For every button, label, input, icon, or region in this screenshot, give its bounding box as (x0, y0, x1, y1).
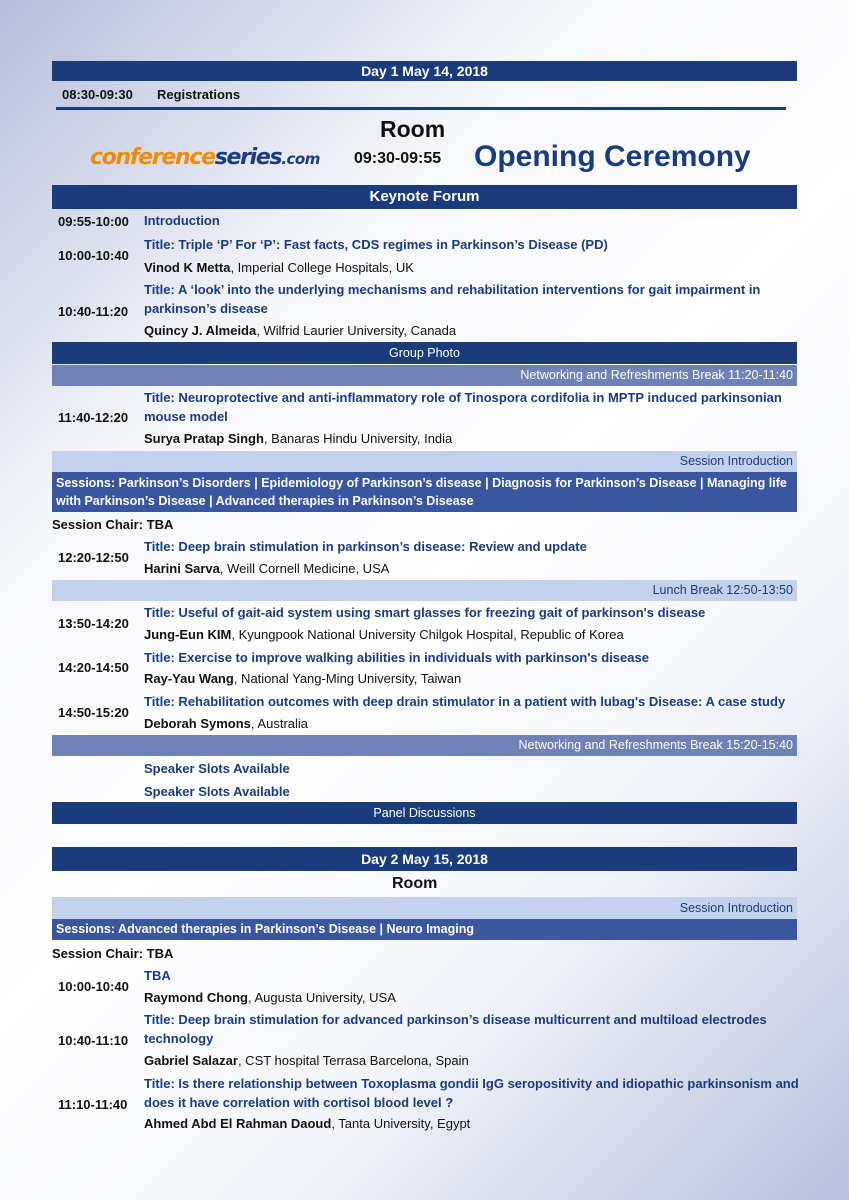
speaker-name: Surya Pratap Singh (144, 431, 264, 446)
speaker-affiliation: , Wilfrid Laurier University, Canada (256, 323, 457, 338)
session-introduction-bar: Session Introduction (52, 897, 797, 919)
talk-speaker (144, 561, 389, 576)
day2-header: Day 2 May 15, 2018 (52, 847, 797, 871)
talk-title: Title: Triple ‘P’ For ‘P’: Fast facts, CDS regimes in Parkinson’s Disease (PD) (144, 237, 608, 252)
lunch-break-bar: Lunch Break 12:50-13:50 (52, 580, 797, 601)
registration-label: Registrations (157, 87, 241, 102)
session-chair: Session Chair: TBA (52, 946, 174, 961)
talk-speaker (144, 323, 456, 338)
talk-time: 10:00-10:40 (58, 979, 129, 994)
speaker-affiliation: , CST hospital Terrasa Barcelona, Spain (237, 1053, 469, 1068)
sessions-bar (52, 472, 797, 512)
break-bar: Networking and Refreshments Break 11:20-11:40 (52, 365, 797, 386)
talk-speaker (144, 627, 624, 642)
talk-speaker (144, 1116, 470, 1131)
talk-title-line1: Title: Neuroprotective and anti-inflammatory role of Tinospora cordifolia in MPTP induced parkinsonian (144, 390, 782, 405)
session-introduction-bar: Session Introduction (52, 451, 797, 472)
talk-time: 14:50-15:20 (58, 705, 129, 720)
logo-part-conference: conference (90, 145, 215, 170)
conferenceseries-logo (90, 145, 320, 170)
intro-label: Introduction (144, 213, 220, 228)
talk-speaker (144, 671, 461, 686)
talk-title-line2: mouse model (144, 409, 228, 424)
talk-title-line1: Title: Is there relationship between Toxoplasma gondii IgG seropositivity and idiopathic parkinsonism and (144, 1076, 799, 1091)
talk-speaker (144, 1053, 469, 1068)
talk-title-line2: does it have correlation with cortisol blood level ? (144, 1095, 454, 1110)
group-photo-bar: Group Photo (52, 342, 797, 364)
talk-speaker (144, 431, 452, 446)
speaker-name: Raymond Chong (144, 990, 248, 1005)
speaker-affiliation: , Banaras Hindu University, India (263, 431, 453, 446)
divider-line (56, 107, 786, 110)
speaker-name: Ahmed Abd El Rahman Daoud (144, 1116, 332, 1131)
sessions-line1: Sessions: Parkinson’s Disorders | Epidemiology of Parkinson’s disease | Diagnosis for Parkinson’s Disease | Managing life (56, 476, 787, 490)
opening-time: 09:30-09:55 (354, 150, 442, 167)
talk-speaker (144, 260, 414, 275)
talk-title-line2: parkinson’s disease (144, 301, 268, 316)
speaker-name: Vinod K Metta (144, 260, 231, 275)
talk-time: 13:50-14:20 (58, 616, 129, 631)
talk-title: Title: Useful of gait-aid system using smart glasses for freezing gait of parkinson's disease (144, 605, 706, 620)
talk-time: 12:20-12:50 (58, 550, 129, 565)
speaker-affiliation: , Augusta University, USA (248, 990, 396, 1005)
talk-speaker (144, 716, 308, 731)
talk-title-line2: technology (144, 1031, 214, 1046)
session-chair: Session Chair: TBA (52, 517, 174, 532)
sessions-line2: with Parkinson’s Disease | Advanced therapies in Parkinson’s Disease (56, 494, 474, 508)
speaker-name: Jung-Eun KIM (144, 627, 232, 642)
logo-part-series: series (214, 145, 282, 170)
speaker-affiliation: , Imperial College Hospitals, UK (230, 260, 414, 275)
keynote-forum-header: Keynote Forum (52, 185, 797, 209)
speaker-name: Ray-Yau Wang (144, 671, 234, 686)
talk-title: TBA (144, 968, 171, 983)
sessions-bar: Sessions: Advanced therapies in Parkinson’s Disease | Neuro Imaging (52, 919, 797, 940)
speaker-slot: Speaker Slots Available (144, 784, 290, 799)
talk-title-line1: Title: A ‘look’ into the underlying mechanisms and rehabilitation interventions for gait impairment in (144, 282, 761, 297)
room-label: Room (380, 116, 446, 142)
talk-title: Title: Rehabilitation outcomes with deep drain stimulator in a patient with lubag's Disease: A case study (144, 694, 786, 709)
opening-title: Opening Ceremony (474, 140, 751, 173)
registration-time: 08:30-09:30 (62, 87, 133, 102)
talk-time: 10:40-11:20 (58, 304, 129, 319)
talk-time: 14:20-14:50 (58, 660, 129, 675)
logo-part-com: .com (281, 150, 320, 168)
talk-time: 11:10-11:40 (58, 1097, 128, 1112)
talk-title: Title: Exercise to improve walking abilities in individuals with parkinson's disease (144, 650, 649, 665)
day1-header: Day 1 May 14, 2018 (52, 61, 797, 81)
talk-title: Title: Deep brain stimulation in parkinson’s disease: Review and update (144, 539, 587, 554)
speaker-affiliation: , Australia (250, 716, 309, 731)
speaker-affiliation: , Weill Cornell Medicine, USA (219, 561, 390, 576)
talk-time: 11:40-12:20 (58, 410, 129, 425)
talk-time: 10:40-11:10 (58, 1033, 129, 1048)
speaker-slot: Speaker Slots Available (144, 761, 290, 776)
speaker-name: Gabriel Salazar (144, 1053, 238, 1068)
talk-speaker (144, 990, 396, 1005)
speaker-name: Quincy J. Almeida (144, 323, 257, 338)
speaker-name: Harini Sarva (144, 561, 220, 576)
break-bar: Networking and Refreshments Break 15:20-15:40 (52, 735, 797, 756)
speaker-affiliation: , Kyungpook National University Chilgok Hospital, Republic of Korea (231, 627, 624, 642)
speaker-name: Deborah Symons (144, 716, 251, 731)
talk-title-line1: Title: Deep brain stimulation for advanced parkinson’s disease multicurrent and multiload electrodes (144, 1012, 767, 1027)
room-label: Room (392, 875, 438, 892)
intro-time: 09:55-10:00 (58, 214, 129, 229)
speaker-affiliation: , National Yang-Ming University, Taiwan (233, 671, 462, 686)
panel-discussions-bar: Panel Discussions (52, 802, 797, 824)
speaker-affiliation: , Tanta University, Egypt (331, 1116, 471, 1131)
talk-time: 10:00-10:40 (58, 248, 129, 263)
